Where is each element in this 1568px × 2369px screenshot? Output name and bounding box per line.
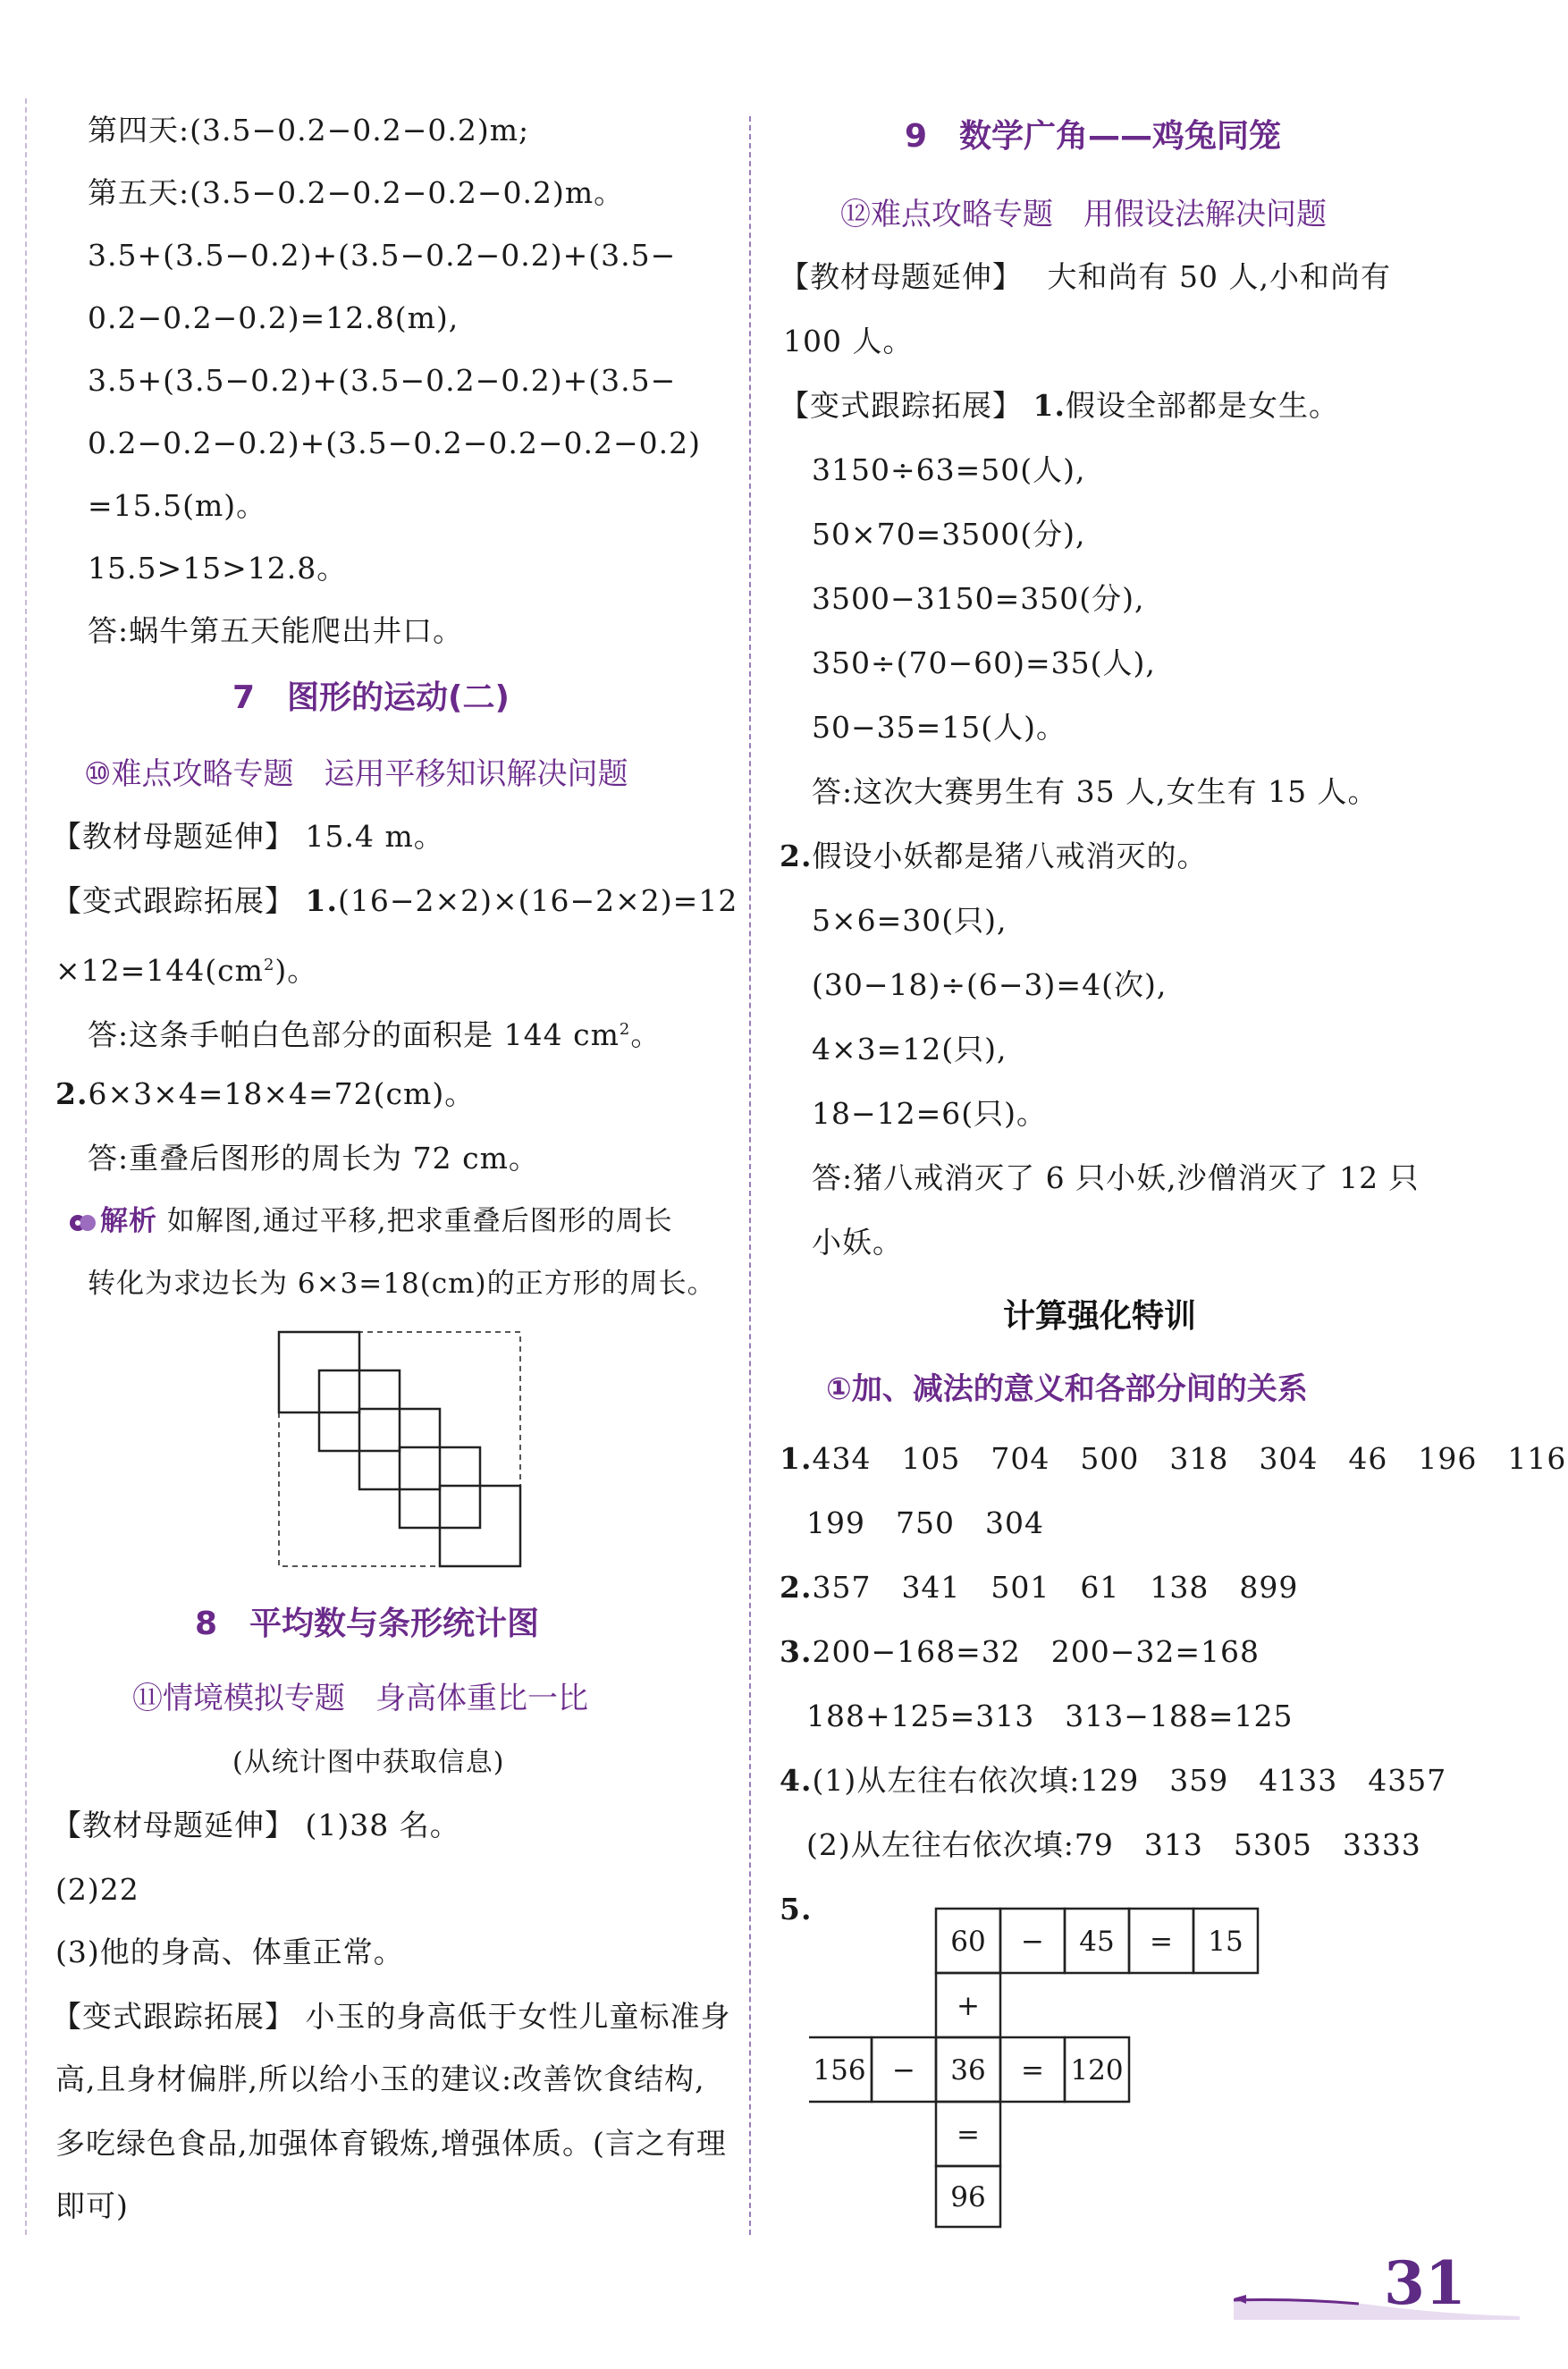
text-line: 100 人。	[783, 324, 914, 358]
question-number: 2.	[780, 1570, 813, 1605]
text-line: 第五天:(3.5−0.2−0.2−0.2−0.2)m。	[88, 175, 625, 210]
text-line: 350÷(70−60)=35(人),	[812, 645, 1156, 680]
grid-value: 15	[1208, 1926, 1243, 1958]
question-number: 1.	[1033, 388, 1066, 423]
answer-row	[52, 881, 738, 921]
question-number: 2.	[55, 1076, 89, 1111]
column-divider	[749, 116, 751, 2235]
text-line: 3.5+(3.5−0.2)+(3.5−0.2−0.2)+(3.5−	[88, 363, 677, 398]
section-7-subtitle: ⑩难点攻略专题 运用平移知识解决问题	[84, 756, 628, 792]
question-number: 4.	[780, 1763, 813, 1798]
grid-value: 156	[813, 2054, 866, 2087]
text-line	[780, 837, 1207, 876]
section-9-title: 9 数学广角——鸡兔同笼	[905, 118, 1282, 155]
section-8-note: (从统计图中获取信息)	[232, 1747, 505, 1778]
grid-operator: +	[957, 1990, 980, 2022]
answer-text: 大和尚有 50 人,小和尚有	[1047, 259, 1391, 294]
text-line	[55, 1075, 475, 1114]
answer-text: )。	[274, 953, 318, 988]
analysis-icon	[68, 1210, 97, 1234]
answer-text: 15.4 m。	[305, 819, 444, 854]
answer-text: 答:这条手帕白色部分的面积是 144 cm	[88, 1017, 620, 1052]
text-line: (3)他的身高、体重正常。	[55, 1935, 404, 1969]
analysis-label: 解析	[100, 1205, 157, 1237]
text-line: (30−18)÷(6−3)=4(次),	[812, 967, 1168, 1002]
text-line: 第四天:(3.5−0.2−0.2−0.2)m;	[88, 113, 530, 148]
answer-row	[52, 817, 444, 856]
text-line: 高,且身材偏胖,所以给小玉的建议:改善饮食结构,	[55, 2061, 705, 2096]
text-line: 小妖。	[812, 1225, 903, 1260]
overlap-squares-figure	[277, 1330, 527, 1572]
analysis-row	[68, 1201, 673, 1241]
section-8-subtitle: ⑪情境模拟专题 身高体重比一比	[132, 1681, 588, 1716]
text-line: 50−35=15(人)。	[812, 710, 1067, 745]
text-line: (2)22	[55, 1872, 139, 1907]
cross-number-grid	[809, 1907, 1274, 2229]
question-number: 1.	[780, 1441, 813, 1476]
grid-operator: =	[1150, 1926, 1173, 1958]
margin-edge-line	[25, 98, 27, 2235]
question-number: 2.	[780, 839, 813, 873]
text-line: 15.5>15>12.8。	[88, 551, 348, 586]
answer-text: 357 341 501 61 138 899	[812, 1570, 1299, 1605]
answer-text: (16−2×2)×(16−2×2)=12	[337, 883, 738, 918]
text-line: 即可)	[55, 2188, 129, 2223]
text-line: 18−12=6(只)。	[812, 1096, 1048, 1131]
grid-value: 45	[1079, 1926, 1115, 1958]
answer-row	[780, 257, 1391, 297]
text-line: 199 750 304	[806, 1505, 1044, 1540]
text-line: 5×6=30(只),	[812, 903, 1007, 938]
answer-text: 假设小妖都是猪八戒消灭的。	[812, 839, 1208, 873]
answer-text: 6×3×4=18×4=72(cm)。	[88, 1076, 476, 1111]
answer-text: 434 105 704 500 318 304 46 196 116	[812, 1441, 1567, 1476]
text-line: 答:蜗牛第五天能爬出井口。	[88, 613, 464, 648]
tag-label: 【教材母题延伸】	[52, 819, 295, 854]
answer-text: 200−168=32 200−32=168	[812, 1634, 1260, 1669]
tag-label: 【教材母题延伸】	[780, 259, 1023, 294]
tag-label: 【教材母题延伸】	[52, 1808, 295, 1842]
tag-label: 【变式跟踪拓展】	[52, 1999, 295, 2034]
grid-operator: =	[957, 2119, 980, 2151]
section-7-title: 7 图形的运动(二)	[232, 679, 510, 716]
text-line: 0.2−0.2−0.2)+(3.5−0.2−0.2−0.2−0.2)	[88, 426, 702, 460]
text-line	[780, 1568, 1298, 1607]
answer-text: (1)从左往右依次填:129 359 4133 4357	[812, 1763, 1447, 1798]
answer-row	[52, 1997, 731, 2036]
answer-text: 小玉的身高低于女性儿童标准身	[305, 1999, 731, 2034]
text-line: 0.2−0.2−0.2)=12.8(m),	[88, 300, 459, 335]
section-8-title: 8 平均数与条形统计图	[195, 1606, 540, 1642]
text-line	[88, 1010, 661, 1055]
text-line: 4×3=12(只),	[812, 1032, 1007, 1066]
tag-label: 【变式跟踪拓展】	[780, 388, 1023, 423]
text-line: 188+125=313 313−188=125	[806, 1699, 1294, 1733]
superscript: 2	[263, 956, 275, 974]
text-line: 答:这次大赛男生有 35 人,女生有 15 人。	[812, 774, 1378, 809]
grid-operator: =	[1021, 2054, 1044, 2087]
calc-title: 计算强化特训	[1003, 1298, 1197, 1335]
text-line: 转化为求边长为 6×3=18(cm)的正方形的周长。	[88, 1268, 716, 1300]
tag-label: 【变式跟踪拓展】	[52, 883, 295, 918]
analysis-text: 如解图,通过平移,把求重叠后图形的周长	[166, 1205, 673, 1237]
answer-text: ×12=144(cm	[55, 953, 264, 988]
answer-text: 假设全部都是女生。	[1065, 388, 1339, 423]
answer-row	[780, 386, 1339, 426]
question-number: 1.	[305, 883, 338, 918]
text-line	[780, 1439, 1566, 1479]
text-line: 答:猪八戒消灭了 6 只小妖,沙僧消灭了 12 只	[812, 1160, 1420, 1195]
text-line: 50×70=3500(分),	[812, 517, 1086, 552]
text-line: (2)从左往右依次填:79 313 5305 3333	[806, 1827, 1421, 1862]
section-9-subtitle: ⑫难点攻略专题 用假设法解决问题	[840, 197, 1327, 232]
answer-text: (1)38 名。	[305, 1808, 460, 1842]
calc-subtitle: ①加、减法的意义和各部分间的关系	[826, 1371, 1308, 1407]
text-line: 3.5+(3.5−0.2)+(3.5−0.2−0.2)+(3.5−	[88, 238, 677, 273]
text-line: 3500−3150=350(分),	[812, 581, 1145, 616]
text-line: 多吃绿色食品,加强体育锻炼,增强体质。(言之有理	[55, 2126, 727, 2161]
text-line: 3150÷63=50(人),	[812, 452, 1086, 487]
grid-value: 96	[950, 2181, 986, 2213]
question-number	[780, 1890, 812, 1929]
text-line	[780, 1632, 1260, 1672]
grid-value: 60	[950, 1926, 986, 1958]
grid-operator: −	[892, 2054, 915, 2087]
answer-text: 。	[630, 1017, 662, 1052]
grid-operator: −	[1021, 1926, 1044, 1958]
text-line: =15.5(m)。	[88, 488, 267, 523]
answer-row	[52, 1806, 460, 1845]
question-number: 3.	[780, 1634, 813, 1669]
page-number: 31	[1384, 2248, 1466, 2318]
text-line	[780, 1761, 1446, 1800]
text-line	[55, 946, 317, 991]
page-corner-decoration	[1234, 2293, 1520, 2320]
text-line: 答:重叠后图形的周长为 72 cm。	[88, 1141, 539, 1176]
superscript: 2	[619, 1020, 631, 1039]
grid-value: 120	[1070, 2054, 1124, 2087]
grid-value: 36	[950, 2054, 986, 2087]
question-number: 5.	[780, 1892, 813, 1926]
